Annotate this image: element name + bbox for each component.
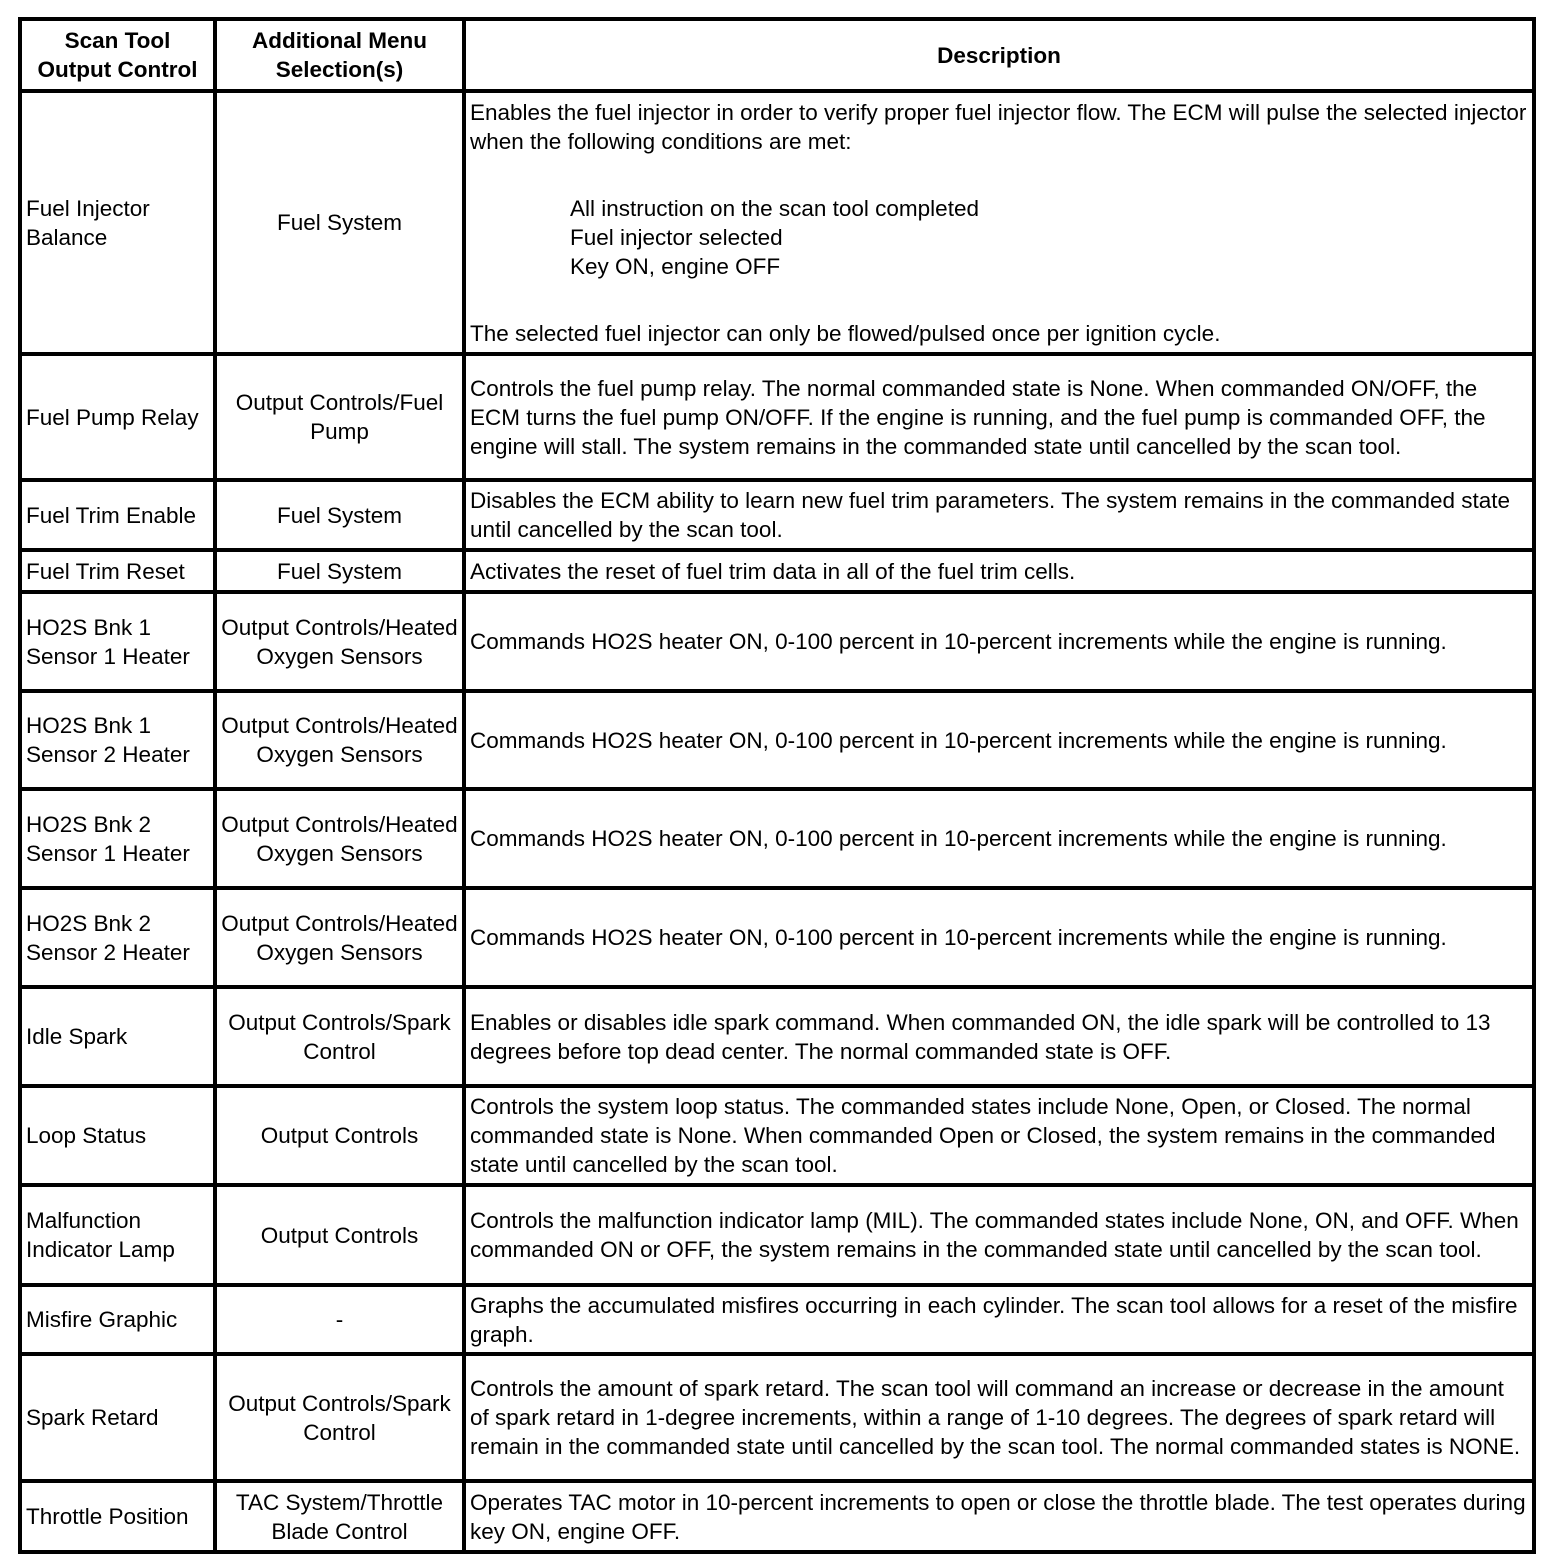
menu-selection-cell: Output Controls/Fuel Pump (215, 354, 464, 480)
menu-selection-cell: Output Controls/Spark Control (215, 987, 464, 1086)
table-row (20, 354, 1534, 480)
output-controls-table (18, 17, 1536, 1554)
description-cell: Controls the fuel pump relay. The normal commanded state is None. When commanded ON/OFF, the ECM turns the fuel pump ON/OFF. If the engine is running, and the fuel pump is commanded OFF, the engine will stall. The system remains in the commanded state until cancelled by the scan tool. (464, 354, 1534, 480)
menu-selection-cell: TAC System/Throttle Blade Control (215, 1481, 464, 1552)
menu-selection-cell: - (215, 1285, 464, 1354)
condition-item: All instruction on the scan tool completed (570, 195, 979, 221)
menu-selection-cell: Output Controls/Heated Oxygen Sensors (215, 789, 464, 888)
header-menu-selection (215, 19, 464, 91)
table-row (20, 691, 1534, 789)
menu-selection-cell: Output Controls/Spark Control (215, 1354, 464, 1481)
description-intro: Enables the fuel injector in order to verify proper fuel injector flow. The ECM will pulse the selected injector when the following conditions are met: (470, 99, 1527, 154)
description-cell: Enables or disables idle spark command. When commanded ON, the idle spark will be controlled to 13 degrees before top dead center. The normal commanded state is OFF. (464, 987, 1534, 1086)
header-menu-selection-line2: Selection(s) (275, 57, 404, 82)
menu-selection-cell: Output Controls (215, 1185, 464, 1285)
description-outro: The selected fuel injector can only be flowed/pulsed once per ignition cycle. (470, 320, 1221, 346)
description-cell: Activates the reset of fuel trim data in all of the fuel trim cells. (464, 550, 1534, 592)
table-row (20, 1481, 1534, 1552)
condition-item: Key ON, engine OFF (570, 253, 781, 279)
table-row (20, 1086, 1534, 1185)
description-cell: Commands HO2S heater ON, 0-100 percent in 10-percent increments while the engine is running. (464, 592, 1534, 691)
header-output-control-line2: Output Control (37, 57, 198, 82)
menu-selection-cell: Output Controls/Heated Oxygen Sensors (215, 592, 464, 691)
table-row (20, 550, 1534, 592)
table-row (20, 1285, 1534, 1354)
description-cell: Operates TAC motor in 10-percent increments to open or close the throttle blade. The test operates during key ON, engine OFF. (464, 1481, 1534, 1552)
menu-selection-cell: Output Controls (215, 1086, 464, 1185)
output-control-cell: Fuel Injector Balance (20, 91, 215, 354)
description-cell: Disables the ECM ability to learn new fuel trim parameters. The system remains in the commanded state until cancelled by the scan tool. (464, 480, 1534, 550)
header-menu-selection-line1: Additional Menu (252, 28, 427, 53)
output-control-cell: Fuel Trim Reset (20, 550, 215, 592)
output-control-cell: Fuel Pump Relay (20, 354, 215, 480)
table-row (20, 592, 1534, 691)
output-control-cell: Throttle Position (20, 1481, 215, 1552)
description-cell: Commands HO2S heater ON, 0-100 percent in 10-percent increments while the engine is running. (464, 691, 1534, 789)
output-control-cell: HO2S Bnk 1 Sensor 1 Heater (20, 592, 215, 691)
table-row (20, 987, 1534, 1086)
description-cell: Commands HO2S heater ON, 0-100 percent in 10-percent increments while the engine is running. (464, 888, 1534, 987)
header-description: Description (464, 19, 1534, 91)
output-control-cell: Loop Status (20, 1086, 215, 1185)
description-cell: Commands HO2S heater ON, 0-100 percent in 10-percent increments while the engine is running. (464, 789, 1534, 888)
description-cell: Controls the malfunction indicator lamp (MIL). The commanded states include None, ON, and OFF. When commanded ON or OFF, the system remains in the commanded state until cancelled by the scan tool. (464, 1185, 1534, 1285)
output-control-cell: Malfunction Indicator Lamp (20, 1185, 215, 1285)
menu-selection-cell: Fuel System (215, 91, 464, 354)
output-control-cell: Idle Spark (20, 987, 215, 1086)
output-control-cell: Spark Retard (20, 1354, 215, 1481)
table-row (20, 1185, 1534, 1285)
description-cell (464, 91, 1534, 354)
output-control-cell: HO2S Bnk 2 Sensor 1 Heater (20, 789, 215, 888)
table-row (20, 91, 1534, 354)
description-cell: Controls the system loop status. The commanded states include None, Open, or Closed. The normal commanded state is None. When commanded Open or Closed, the system remains in the commanded state until cancelled by the scan tool. (464, 1086, 1534, 1185)
header-output-control-line1: Scan Tool (64, 28, 171, 53)
menu-selection-cell: Fuel System (215, 550, 464, 592)
description-cell: Controls the amount of spark retard. The scan tool will command an increase or decrease in the amount of spark retard in 1-degree increments, within a range of 1-10 degrees. The degrees of spark retard will remain in the commanded state until cancelled by the scan tool. The normal commanded states is NONE. (464, 1354, 1534, 1481)
menu-selection-cell: Fuel System (215, 480, 464, 550)
table-row (20, 888, 1534, 987)
output-control-cell: HO2S Bnk 2 Sensor 2 Heater (20, 888, 215, 987)
description-cell: Graphs the accumulated misfires occurring in each cylinder. The scan tool allows for a reset of the misfire graph. (464, 1285, 1534, 1354)
menu-selection-cell: Output Controls/Heated Oxygen Sensors (215, 691, 464, 789)
output-control-cell: HO2S Bnk 1 Sensor 2 Heater (20, 691, 215, 789)
output-control-cell: Fuel Trim Enable (20, 480, 215, 550)
header-output-control (20, 19, 215, 91)
condition-item: Fuel injector selected (570, 224, 783, 250)
table-row (20, 1354, 1534, 1481)
table-row (20, 480, 1534, 550)
menu-selection-cell: Output Controls/Heated Oxygen Sensors (215, 888, 464, 987)
table-row (20, 789, 1534, 888)
header-row (20, 19, 1534, 91)
output-control-cell: Misfire Graphic (20, 1285, 215, 1354)
